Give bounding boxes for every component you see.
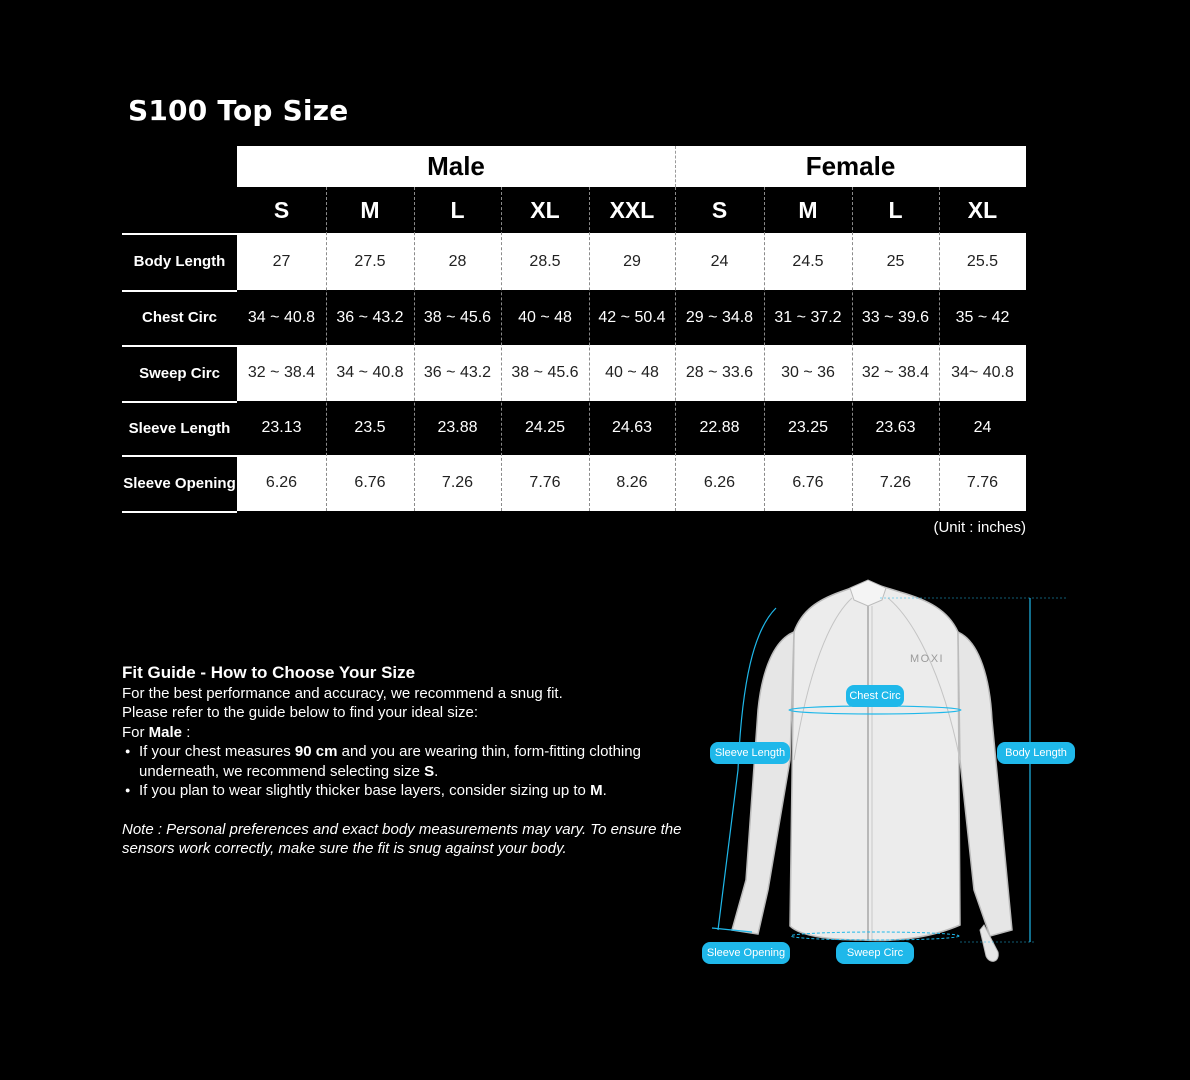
page-title: S100 Top Size <box>128 94 349 127</box>
table-cell: 24 <box>710 252 729 270</box>
table-cell: 38 ~ 45.6 <box>511 364 579 381</box>
row-header: Sweep Circ <box>139 364 220 382</box>
table-row <box>237 345 1026 401</box>
table-cell: 29 ~ 34.8 <box>685 308 754 326</box>
fit-guide <box>122 663 692 859</box>
table-cell: 25 <box>886 252 905 270</box>
table-cell: 28 <box>448 252 467 270</box>
label-sleeve-length: Sleeve Length <box>710 742 790 764</box>
label-sweep-circ: Sweep Circ <box>836 942 914 964</box>
table-cell: 6.76 <box>792 474 824 491</box>
label-body-length: Body Length <box>997 742 1075 764</box>
table-cell: 33 ~ 39.6 <box>861 308 930 326</box>
table-cell: 27.5 <box>354 252 386 270</box>
table-cell: 36 ~ 43.2 <box>423 364 492 381</box>
group-female: Female <box>805 151 896 181</box>
table-cell: 24.5 <box>792 252 824 270</box>
table-row <box>237 401 1026 455</box>
table-cell: 22.88 <box>699 419 740 436</box>
table-cell: 23.25 <box>787 419 829 436</box>
column-divider <box>764 187 765 511</box>
table-cell: 23.13 <box>261 419 302 436</box>
table-row <box>237 290 1026 345</box>
size-header-5: S <box>711 196 728 223</box>
table-row <box>237 455 1026 511</box>
column-divider <box>939 187 940 511</box>
table-cell: 40 ~ 48 <box>518 308 572 326</box>
b1-bold-b: 90 cm <box>294 743 338 760</box>
table-cell: 42 ~ 50.4 <box>598 308 666 326</box>
table-cell: 28.5 <box>529 252 561 270</box>
table-row <box>237 233 1026 290</box>
table-cell: 24.25 <box>524 419 566 436</box>
table-cell: 27 <box>272 252 291 270</box>
table-cell: 6.26 <box>265 474 298 491</box>
size-header-2: L <box>450 196 465 223</box>
size-header-8: XL <box>967 196 998 223</box>
table-cell: 7.26 <box>879 474 912 491</box>
table-cell: 32 ~ 38.4 <box>247 364 316 381</box>
table-cell: 23.88 <box>437 419 478 436</box>
unit-note: (Unit : inches) <box>933 519 1026 536</box>
column-divider <box>414 187 415 511</box>
jacket-body <box>790 582 960 940</box>
garment-diagram <box>690 570 1090 980</box>
column-divider <box>326 187 327 511</box>
column-divider <box>501 187 502 511</box>
b1-text-a: If your chest measures <box>139 743 295 760</box>
b2-text-a: If you plan to wear slightly thicker base layers, consider sizing up to <box>139 782 591 799</box>
fit-guide-title: Fit Guide - How to Choose Your Size <box>122 663 416 682</box>
fit-guide-note: Note : Personal preferences and exact body measurements may vary. To ensure the sensors work correctly, make sure the fit is snug against your body. <box>122 820 682 857</box>
table-cell: 40 ~ 48 <box>605 364 659 381</box>
size-header-6: M <box>798 196 818 223</box>
jacket-illustration <box>690 570 1090 980</box>
for-gender: Male <box>148 723 183 741</box>
column-divider <box>852 187 853 511</box>
table-cell: 29 <box>623 252 641 270</box>
table-cell: 36 ~ 43.2 <box>336 308 404 326</box>
table-cell: 7.76 <box>529 474 561 491</box>
table-cell: 32 ~ 38.4 <box>861 364 930 381</box>
group-male: Male <box>427 151 485 181</box>
table-cell: 7.26 <box>441 474 474 491</box>
b1-bold-d: S <box>424 762 435 780</box>
jacket-left-sleeve <box>732 632 794 934</box>
table-cell: 24 <box>973 419 992 436</box>
table-cell: 8.26 <box>616 474 648 491</box>
for-suffix: : <box>182 723 191 741</box>
row-header: Sleeve Length <box>128 419 231 437</box>
table-cell: 7.76 <box>966 474 999 491</box>
row-header: Chest Circ <box>141 309 218 326</box>
fit-guide-list <box>122 742 692 801</box>
table-cell: 6.26 <box>703 474 736 491</box>
fit-guide-line1: For the best performance and accuracy, we recommend a snug fit. <box>122 684 563 702</box>
table-cell: 23.5 <box>354 419 386 436</box>
row-header: Body Length <box>133 253 226 270</box>
b2-bold-b: M <box>590 782 603 799</box>
for-prefix: For <box>122 723 149 741</box>
table-cell: 35 ~ 42 <box>955 308 1010 326</box>
size-header-0: S <box>273 196 290 223</box>
table-cell: 30 ~ 36 <box>781 364 835 381</box>
row-header: Sleeve Opening <box>123 474 236 492</box>
brand-logo: MOXI <box>910 653 945 665</box>
fit-guide-bullet-2 <box>122 781 692 801</box>
table-cell: 34~ 40.8 <box>951 364 1014 381</box>
b1-text-c: and you are wearing thin, form-fitting clothing underneath, we recommend selecting size <box>139 743 641 780</box>
column-divider <box>675 187 676 511</box>
b2-text-c: . <box>602 782 607 799</box>
table-cell: 34 ~ 40.8 <box>336 364 404 381</box>
table-cell: 6.76 <box>354 474 386 491</box>
size-header-3: XL <box>530 196 560 223</box>
label-chest-circ: Chest Circ <box>846 685 904 707</box>
table-cell: 34 ~ 40.8 <box>247 308 316 326</box>
label-sleeve-opening: Sleeve Opening <box>702 942 790 964</box>
table-cell: 25.5 <box>966 252 999 270</box>
size-header-1: M <box>360 196 380 223</box>
group-divider <box>675 146 676 187</box>
jacket-right-sleeve <box>958 632 1012 936</box>
b1-text-e: . <box>434 762 439 780</box>
table-cell: 31 ~ 37.2 <box>774 308 842 326</box>
column-divider <box>589 187 590 511</box>
fit-guide-bullet-1 <box>122 742 692 781</box>
table-cell: 28 ~ 33.6 <box>685 364 754 381</box>
table-cell: 38 ~ 45.6 <box>423 308 492 326</box>
table-cell: 23.63 <box>875 419 916 436</box>
fit-guide-line2: Please refer to the guide below to find your ideal size: <box>122 704 479 721</box>
size-header-4: XXL <box>609 196 655 223</box>
table-cell: 24.63 <box>611 419 653 436</box>
fit-guide-for <box>122 723 692 743</box>
row-separator-bottom <box>122 511 237 513</box>
size-header-7: L <box>888 196 903 223</box>
